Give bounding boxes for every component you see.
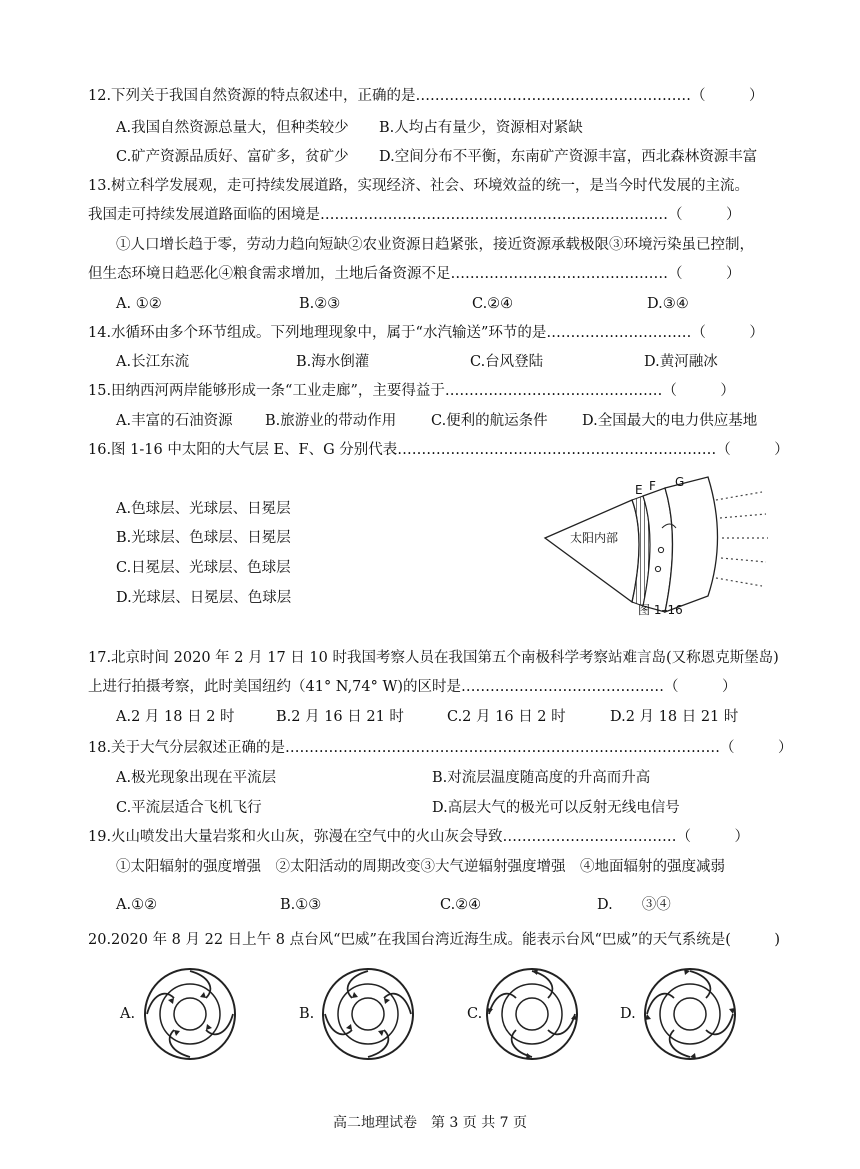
q19-option-a: A.①② — [116, 897, 158, 913]
q15-option-a: A.丰富的石油资源 — [116, 413, 233, 429]
sun-layers-figure — [540, 474, 780, 620]
q17-option-c: C.2 月 16 日 2 时 — [447, 709, 566, 725]
sun-interior-label: 太阳内部 — [570, 531, 619, 545]
typhoon-diagram-d — [642, 966, 738, 1062]
q14-stem: 14.水循环由多个环节组成。下列地理现象中，属于“水汽输送”环节的是…………………………（ ） — [88, 325, 764, 341]
q16-option-a: A.色球层、光球层、日冕层 — [116, 501, 291, 517]
q18-option-d: D.高层大气的极光可以反射无线电信号 — [432, 800, 680, 816]
q13-stem-line2: 我国走可持续发展道路面临的困境是………………………………………………………………（ ） — [88, 207, 741, 223]
q20-stem: 20.2020 年 8 月 22 日上午 8 点台风“巴威”在我国台湾近海生成。能表示台风“巴威”的天气系统是( ) — [88, 932, 781, 948]
figure-caption: 图 1–16 — [638, 603, 683, 617]
q12-stem: 12.下列关于我国自然资源的特点叙述中，正确的是…………………………………………………（ ） — [88, 88, 764, 104]
q16-option-d: D.光球层、日冕层、色球层 — [116, 590, 292, 606]
q18-option-a: A.极光现象出现在平流层 — [116, 770, 277, 786]
page-footer: 高二地理试卷 第 3 页 共 7 页 — [332, 1115, 528, 1131]
q13-option-a: A. ①② — [116, 296, 162, 312]
q16-option-c: C.日冕层、光球层、色球层 — [116, 560, 291, 576]
q14-option-b: B.海水倒灌 — [296, 354, 370, 370]
q17-option-b: B.2 月 16 日 21 时 — [276, 709, 404, 725]
q19-stem: 19.火山喷发出大量岩浆和火山灰，弥漫在空气中的火山灰会导致………………………………（ ） — [88, 829, 750, 845]
layer-f-label: F — [649, 479, 656, 493]
q14-option-a: A.长江东流 — [116, 354, 190, 370]
q18-stem: 18.关于大气分层叙述正确的是………………………………………………………………………………（ ） — [88, 740, 793, 756]
q15-option-c: C.便利的航运条件 — [431, 413, 548, 429]
q19-option-d: D. ③④ — [597, 897, 671, 913]
q12-option-c: C.矿产资源品质好、富矿多，贫矿少 — [116, 149, 349, 165]
q13-stem-line1: 13.树立科学发展观，走可持续发展道路，实现经济、社会、环境效益的统一，是当今时代发展的主流。 — [88, 178, 750, 194]
q16-stem: 16.图 1-16 中太阳的大气层 E、F、G 分别代表…………………………………………………………（ ） — [88, 442, 789, 458]
q13-option-b: B.②③ — [299, 296, 341, 312]
q15-option-d: D.全国最大的电力供应基地 — [582, 413, 758, 429]
q19-option-c: C.②④ — [440, 897, 482, 913]
typhoon-diagram-a — [142, 966, 238, 1062]
q13-statements-line1: ①人口增长趋于零，劳动力趋向短缺②农业资源日趋紧张，接近资源承载极限③环境污染虽已控制， — [116, 237, 754, 253]
q15-option-b: B.旅游业的带动作用 — [265, 413, 397, 429]
q15-stem: 15.田纳西河两岸能够形成一条“工业走廊”，主要得益于………………………………………（ ） — [88, 383, 735, 399]
typhoon-diagram-c — [484, 966, 580, 1062]
q14-option-c: C.台风登陆 — [470, 354, 544, 370]
q13-option-d: D.③④ — [647, 296, 689, 312]
q20-option-d-label: D. — [620, 1006, 636, 1022]
q12-option-d: D.空间分布不平衡，东南矿产资源丰富，西北森林资源丰富 — [379, 149, 758, 165]
q12-option-a: A.我国自然资源总量大，但种类较少 — [116, 120, 349, 136]
q16-option-b: B.光球层、色球层、日冕层 — [116, 530, 291, 546]
q17-stem-line1: 17.北京时间 2020 年 2 月 17 日 10 时我国考察人员在我国第五个南极科学考察站难言岛(又称恩克斯堡岛) — [88, 650, 779, 666]
q14-option-d: D.黄河融冰 — [644, 354, 718, 370]
q19-statements: ①太阳辐射的强度增强 ②太阳活动的周期改变③大气逆辐射强度增强 ④地面辐射的强度减弱 — [116, 859, 725, 875]
q18-option-c: C.平流层适合飞机飞行 — [116, 800, 262, 816]
q20-option-c-label: C. — [467, 1006, 483, 1022]
typhoon-diagram-b — [320, 966, 416, 1062]
q20-option-b-label: B. — [299, 1006, 315, 1022]
q17-option-a: A.2 月 18 日 2 时 — [116, 709, 235, 725]
q13-option-c: C.②④ — [472, 296, 514, 312]
q13-statements-line2: 但生态环境日趋恶化④粮食需求增加，土地后备资源不足………………………………………（ ） — [88, 266, 741, 282]
layer-e-label: E — [635, 483, 643, 497]
q19-option-b: B.①③ — [280, 897, 322, 913]
q17-stem-line2: 上进行拍摄考察，此时美国纽约（41° N,74° W)的区时是……………………………………（ ） — [88, 679, 737, 695]
q12-option-b: B.人均占有量少，资源相对紧缺 — [379, 120, 583, 136]
q18-option-b: B.对流层温度随高度的升高而升高 — [432, 770, 651, 786]
q17-option-d: D.2 月 18 日 21 时 — [610, 709, 739, 725]
q20-option-a-label: A. — [120, 1006, 136, 1022]
layer-g-label: G — [675, 475, 685, 489]
